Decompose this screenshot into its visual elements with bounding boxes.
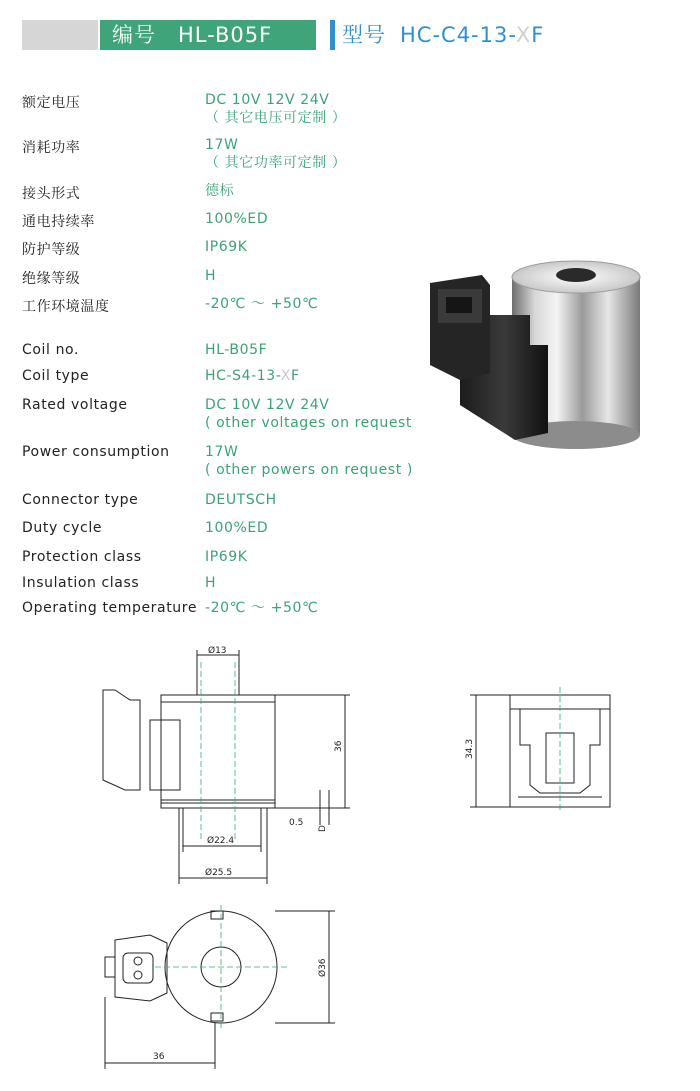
spec-en-label-connector: Connector type <box>22 492 139 508</box>
dim-outer-diameter: Ø25.5 <box>205 868 233 878</box>
front-connector-face <box>150 720 180 790</box>
spec-cn-label-voltage: 额定电压 <box>22 95 81 111</box>
spec-en-label-duty: Duty cycle <box>22 520 103 536</box>
model-x: X <box>515 23 532 47</box>
spec-en-value-duty: 100%ED <box>205 520 269 536</box>
plan-connector-face <box>105 957 115 977</box>
front-coil-body <box>161 695 275 803</box>
coil-bore <box>556 268 596 282</box>
spec-cn-value-connector: 德标 <box>205 183 235 199</box>
dim-side-height: 34.3 <box>465 738 475 759</box>
spec-cn-value-protection: IP69K <box>205 239 248 255</box>
spec-cn-value-insulation: H <box>205 268 217 284</box>
number-value: HL-B05F <box>178 23 273 47</box>
spec-en-value-protection: IP69K <box>205 549 248 565</box>
spec-en-label-coil-no: Coil no. <box>22 342 80 358</box>
front-coil-base <box>161 800 275 808</box>
dim-plan-diameter: Ø36 <box>318 958 328 977</box>
spec-cn-value-temp: -20℃ ～ +50℃ <box>205 296 319 312</box>
model-accent-bar <box>330 20 335 50</box>
spec-cn-label-protection: 防护等级 <box>22 242 81 258</box>
connector-slot <box>446 297 472 313</box>
spec-en-label-protection: Protection class <box>22 549 142 565</box>
spec-cn-value-power: 17W （ 其它功率可定制 ） <box>205 137 347 171</box>
spec-en-label-insulation: Insulation class <box>22 575 140 591</box>
plan-pin-bottom <box>134 971 142 979</box>
model-prefix: HC-C4-13- <box>400 23 516 47</box>
plan-pin-top <box>134 957 142 965</box>
model-label: 型号 <box>342 23 386 47</box>
model-suffix: F <box>531 23 545 47</box>
plan-view-drawing <box>95 905 345 1075</box>
dim-height: 36 <box>334 740 344 752</box>
spec-en-value-power: 17W ( other powers on request ) <box>205 444 413 478</box>
dim-top-diameter: Ø13 <box>208 646 227 656</box>
spec-en-value-temp: -20℃ ～ +50℃ <box>205 600 319 616</box>
model-heading <box>342 20 544 50</box>
dim-inner-diameter: Ø22.4 <box>207 836 235 846</box>
side-view-drawing <box>460 685 620 815</box>
product-photo <box>420 255 660 455</box>
spec-cn-label-connector: 接头形式 <box>22 186 81 202</box>
spec-en-label-power: Power consumption <box>22 444 170 460</box>
spec-cn-value-duty: 100%ED <box>205 211 269 227</box>
side-connector-core <box>546 733 574 783</box>
spec-en-label-rated-voltage: Rated voltage <box>22 397 128 413</box>
number-label: 编号 <box>112 23 156 47</box>
spec-cn-label-temp: 工作环境温度 <box>22 299 110 315</box>
spec-en-label-temp: Operating temperature <box>22 600 198 616</box>
header-grey-block <box>22 20 98 50</box>
dim-offset-b: D <box>318 825 328 832</box>
spec-en-value-rated-voltage: DC 10V 12V 24V ( other voltages on request <box>205 397 413 431</box>
dim-plan-length: 36 <box>153 1052 165 1062</box>
spec-en-value-connector: DEUTSCH <box>205 492 277 508</box>
dim-offset-a: 0.5 <box>289 818 304 828</box>
front-view-drawing <box>95 640 365 890</box>
spec-cn-label-power: 消耗功率 <box>22 140 81 156</box>
front-connector-outline <box>103 690 140 790</box>
spec-cn-value-voltage: DC 10V 12V 24V （ 其它电压可定制 ） <box>205 92 347 126</box>
coil-number-banner <box>100 20 316 50</box>
spec-en-label-coil-type: Coil type <box>22 368 90 384</box>
spec-en-value-coil-type: HC-S4-13-XF <box>205 368 300 384</box>
spec-en-value-insulation: H <box>205 575 217 591</box>
spec-cn-label-duty: 通电持续率 <box>22 214 95 230</box>
spec-cn-label-insulation: 绝缘等级 <box>22 271 81 287</box>
spec-en-value-coil-no: HL-B05F <box>205 342 268 358</box>
